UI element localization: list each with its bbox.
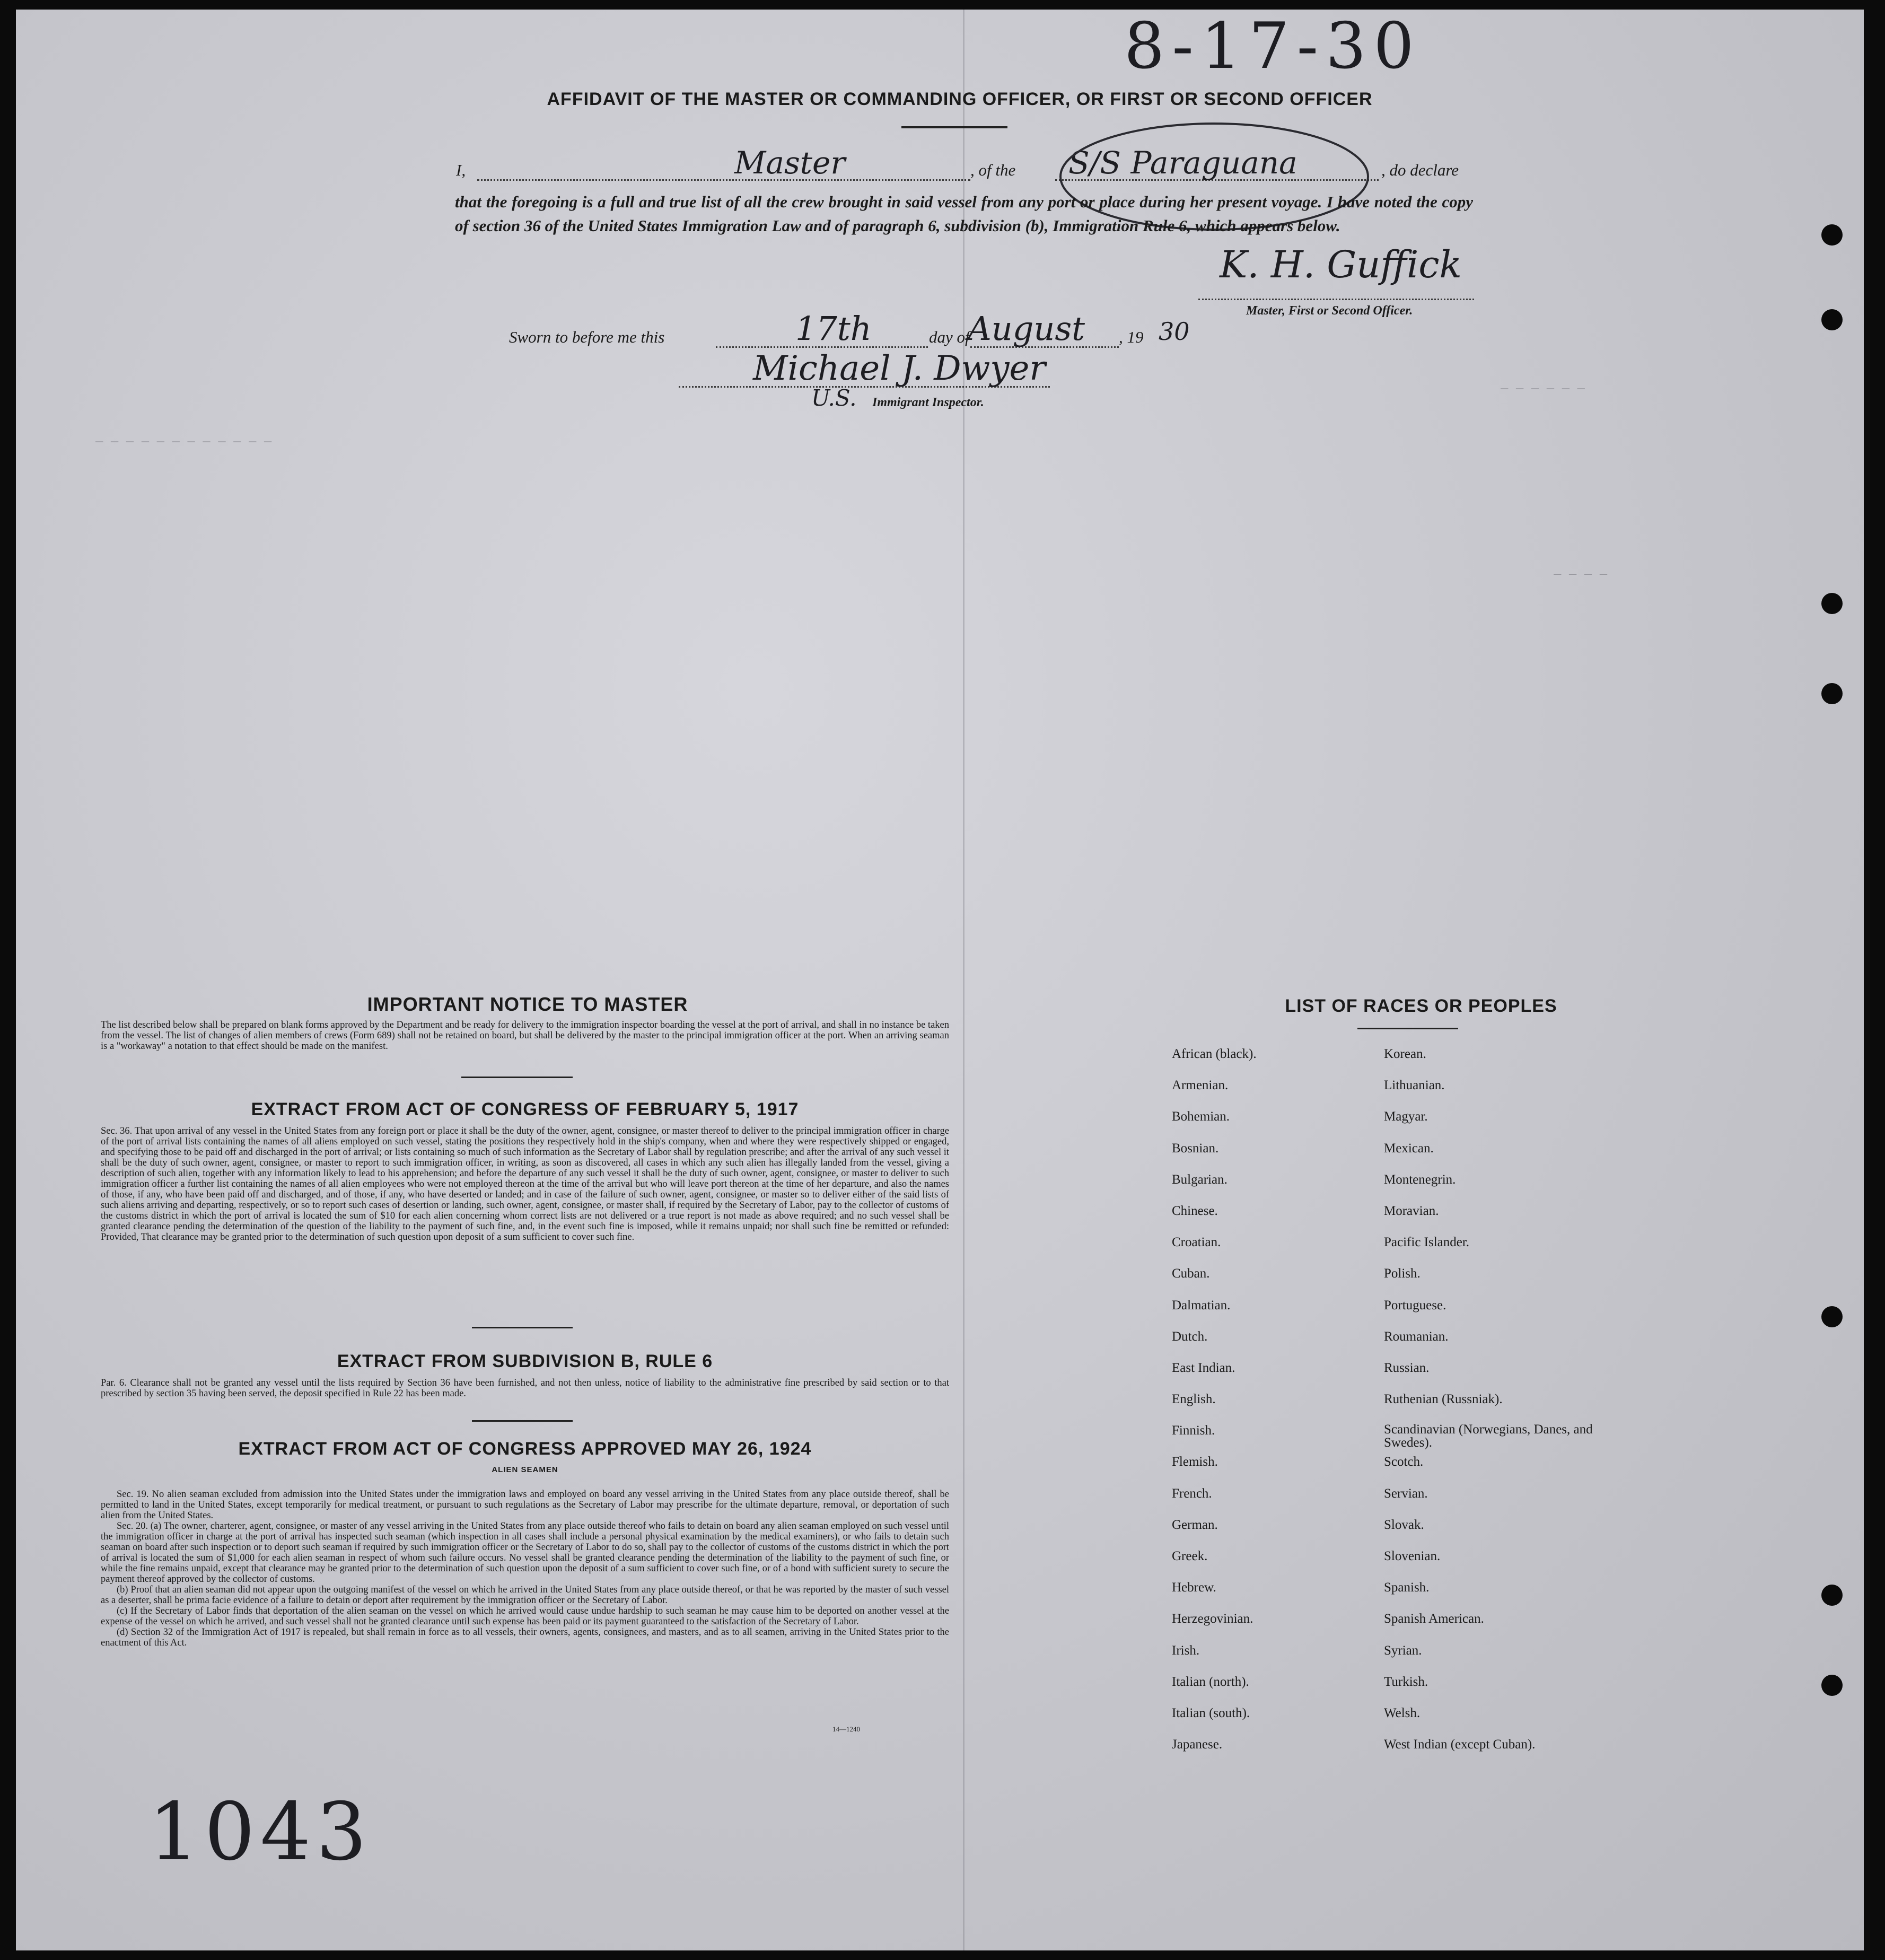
race-item: Chinese.	[1172, 1203, 1218, 1218]
sworn-day-of: day of	[929, 328, 970, 346]
declaration-mid: , of the	[970, 161, 1016, 179]
race-item: Portuguese.	[1384, 1298, 1446, 1312]
extract-1924-subtitle: ALIEN SEAMEN	[492, 1465, 558, 1474]
race-item: Scandinavian (Norwegians, Danes, and Swedes).	[1384, 1422, 1593, 1450]
race-item: West Indian (except Cuban).	[1384, 1737, 1536, 1752]
inspector-prefix: U.S.	[811, 385, 857, 411]
document-page	[16, 10, 1864, 1950]
extract-1924-body	[101, 1489, 949, 1648]
race-item: Armenian.	[1172, 1078, 1229, 1093]
race-item: Servian.	[1384, 1486, 1428, 1501]
date-annotation: 8-17-30	[1124, 10, 1422, 83]
bleed-through: — — — — — — — — — — — —	[95, 434, 272, 449]
punch-hole	[1821, 593, 1843, 614]
race-item: Russian.	[1384, 1360, 1430, 1375]
inspector-label: Immigrant Inspector.	[872, 396, 984, 409]
subdivision-title: EXTRACT FROM SUBDIVISION B, RULE 6	[337, 1351, 713, 1371]
punch-hole	[1821, 224, 1843, 246]
punch-hole	[1821, 1585, 1843, 1606]
title-rule	[901, 126, 1007, 128]
race-item: Ruthenian (Russniak).	[1384, 1392, 1503, 1407]
race-item: Montenegrin.	[1384, 1172, 1456, 1187]
sec-19-text: Sec. 19. No alien seaman excluded from admission into the United States under the immigration laws and employed on board any vessel arriving in the United States from any place outside thereof, shall be permitted to land in the United States, except temporarily for medical treatment, or pursuant to such regulations as the Secretary of Labor may prescribe for the ultimate departure, removal, or deportation of such alien from the United States.	[101, 1489, 949, 1521]
rank-field-line	[477, 179, 970, 181]
master-signature: K. H. Guffick	[1220, 243, 1462, 286]
rank-field: Master	[734, 145, 846, 181]
race-item: Cuban.	[1172, 1266, 1210, 1281]
punch-hole	[1821, 683, 1843, 704]
race-item: Turkish.	[1384, 1674, 1428, 1689]
race-item: Syrian.	[1384, 1643, 1422, 1658]
affidavit-title: AFFIDAVIT OF THE MASTER OR COMMANDING OFFICER, OR FIRST OR SECOND OFFICER	[547, 89, 1373, 109]
race-item: Slovak.	[1384, 1517, 1424, 1532]
subdivision-rule	[472, 1420, 573, 1422]
race-item: Korean.	[1384, 1047, 1426, 1061]
notice-title: IMPORTANT NOTICE TO MASTER	[367, 993, 688, 1015]
master-signature-line	[1198, 299, 1474, 300]
race-item: Moravian.	[1384, 1203, 1439, 1218]
race-item: Bulgarian.	[1172, 1172, 1228, 1187]
race-item: Lithuanian.	[1384, 1078, 1445, 1093]
sworn-month: August	[968, 309, 1085, 348]
extract-1924-title: EXTRACT FROM ACT OF CONGRESS APPROVED MAY 26, 1924	[238, 1439, 812, 1459]
punch-hole	[1821, 1306, 1843, 1327]
sworn-prefix: Sworn to before me this	[509, 328, 665, 346]
race-item: Roumanian.	[1384, 1329, 1449, 1344]
subdivision-text: Par. 6. Clearance shall not be granted any vessel until the lists required by Section 36 have been furnished, and not then unless, notice of liability to the administrative fine prescribed by said section or to that prescribed by section 35 having been served, the deposit specified in Rule 22 has been made.	[101, 1378, 949, 1399]
race-item: Herzegovinian.	[1172, 1612, 1253, 1626]
page-fold	[963, 10, 965, 1950]
sec-20d-text: (d) Section 32 of the Immigration Act of 1917 is repealed, but shall remain in force as to all vessels, their owners, agents, consignees, and masters, and as to all seamen, arriving in the United States prior to the enactment of this Act.	[101, 1627, 949, 1648]
punch-hole	[1821, 309, 1843, 330]
race-item: Croatian.	[1172, 1235, 1221, 1250]
race-item: Flemish.	[1172, 1455, 1218, 1469]
inspector-signature: Michael J. Dwyer	[753, 349, 1046, 388]
sworn-year-prefix: , 19	[1119, 328, 1144, 346]
extract-1917-title: EXTRACT FROM ACT OF CONGRESS OF FEBRUARY 5, 1917	[251, 1099, 799, 1119]
race-item: Greek.	[1172, 1549, 1208, 1563]
race-item: Italian (south).	[1172, 1705, 1250, 1720]
sworn-day: 17th	[795, 309, 872, 348]
race-item: Japanese.	[1172, 1737, 1223, 1752]
extract-1917-rule	[472, 1327, 573, 1328]
bleed-through: — — — — — —	[1501, 381, 1585, 396]
declaration-body: that the foregoing is a full and true list of all the crew brought in said vessel from any port or place during her present voyage. I have noted the copy of section 36 of the United States Immigration Law and of paragraph 6, subdivision (b), Immigration Rule 6, which appears below.	[455, 192, 1473, 235]
race-item: Magyar.	[1384, 1109, 1428, 1124]
race-item: Dalmatian.	[1172, 1298, 1231, 1312]
extract-1917-text: Sec. 36. That upon arrival of any vessel in the United States from any foreign port or place it shall be the duty of the owner, agent, consignee, or master thereof to deliver to the principal immigration officer in charge of the port of arrival lists containing the names of all aliens employed on such vessel, stating the positions they respectively hold in the ship's company, when and where they were respectively shipped or engaged, and specifying those to be paid off and discharged in the port of arrival; or lists containing so much of such information as the Secretary of Labor shall by regulation prescribe; and after the arrival of any such vessel it shall be the duty of such owner, agent, consignee, or master to report to such immigration officer, in writing, as soon as discovered, all cases in which any such alien has illegally landed from the vessel, giving a description of such alien, together with any information likely to lead to his apprehension; and before the departure of any such vessel it shall be the duty of such owner, agent, consignee, or master to deliver to such immigration officer a further list containing the names of all alien employees who were not employed thereon at the time of the arrival but who will leave port thereon at the time of her departure, and also the names of those, if any, who have been paid off and discharged, and of those, if any, who have deserted or landed; and in case of the failure of such owner, agent, consignee, or master so to deliver either of the said lists of such aliens arriving and departing, respectively, or so to report such cases of desertion or landing, such owner, agent, consignee, or master shall, if required by the Secretary of Labor, pay to the collector of customs of the customs district in which the port of arrival is located the sum of $10 for each alien concerning whom correct lists are not delivered or a true report is not made as above required; and no such vessel shall be granted clearance pending the determination of the question of the liability to the payment of such fine, and, in the event such fine is imposed, while it remains unpaid; nor shall such fine be remitted or refunded: Provided, That clearance may be granted prior to the determination of such question upon deposit of a sum sufficient to cover such fine.	[101, 1126, 949, 1242]
sec-20b-text: (b) Proof that an alien seaman did not appear upon the outgoing manifest of the vessel on which he arrived in the United States from any place outside thereof, or that he was reported by the master of such vessel as a deserter, shall be prima facie evidence of a failure to detain or deport after requirement by the immigration officer or the Secretary of Labor.	[101, 1585, 949, 1606]
declaration-prefix: I,	[456, 161, 466, 179]
page-number-annotation: 1043	[148, 1786, 372, 1878]
race-item: Italian (north).	[1172, 1674, 1249, 1689]
race-item: Spanish American.	[1384, 1612, 1484, 1626]
race-item: Bosnian.	[1172, 1141, 1219, 1156]
punch-hole	[1821, 1675, 1843, 1696]
race-item: Irish.	[1172, 1643, 1200, 1658]
master-label: Master, First or Second Officer.	[1246, 304, 1413, 318]
race-item: Spanish.	[1384, 1580, 1430, 1595]
race-item: German.	[1172, 1517, 1218, 1532]
sec-20a-text: Sec. 20. (a) The owner, charterer, agent, consignee, or master of any vessel arriving in the United States from any place outside thereof who fails to detain on board any alien seaman employed on such vessel until the immigration officer in charge at the port of arrival has inspected such seaman (which inspection in all cases shall include a personal physical examination by the medical examiners), or who fails to detain such seaman on board after such inspection or to deport such seaman if required by such immigration officer or the Secretary of Labor to do so, shall pay to the collector of customs of the customs district in which the port of arrival is located the sum of $1,000 for each alien seaman in respect of whom such failure occurs. No vessel shall be granted clearance pending the determination of the liability to the payment of such fine, or while the fine remains unpaid, except that clearance may be granted prior to the determination of such question upon the deposit of a sum sufficient to cover such fine, or of a bond with sufficient surety to secure the payment thereof approved by the collector of customs.	[101, 1521, 949, 1585]
race-item: East Indian.	[1172, 1360, 1235, 1375]
race-item: English.	[1172, 1392, 1216, 1407]
notice-rule	[461, 1077, 573, 1078]
race-item: Scotch.	[1384, 1455, 1424, 1469]
race-item: Hebrew.	[1172, 1580, 1216, 1595]
race-item: Pacific Islander.	[1384, 1235, 1470, 1250]
sec-20c-text: (c) If the Secretary of Labor finds that deportation of the alien seaman on the vessel on which he arrived would cause undue hardship to such seaman he may cause him to be deported on another vessel at the expense of the vessel on which he arrived, and such vessel shall not be granted clearance until such expense has been paid or its payment guaranteed to the satisfaction of the Secretary of Labor.	[101, 1606, 949, 1627]
race-item: Dutch.	[1172, 1329, 1208, 1344]
races-column-2	[1384, 1046, 1623, 1768]
vessel-field: S/S Paraguana	[1068, 145, 1297, 181]
race-item: Bohemian.	[1172, 1109, 1230, 1124]
races-column-1	[1172, 1046, 1395, 1768]
races-title: LIST OF RACES OR PEOPLES	[1285, 996, 1557, 1016]
race-item: Finnish.	[1172, 1423, 1215, 1438]
race-item: Polish.	[1384, 1266, 1421, 1281]
race-item: Slovenian.	[1384, 1549, 1441, 1563]
races-rule	[1357, 1028, 1458, 1029]
notice-text: The list described below shall be prepared on blank forms approved by the Department and be ready for delivery to the immigration inspector boarding the vessel at the port of arrival, and shall in no instance be taken from the vessel. The list of changes of alien members of crews (Form 689) shall not be retained on board, but shall be delivered by the master to the principal immigration officer at the port. When an arriving seaman is a "workaway" a notation to that effect should be made on the manifest.	[101, 1020, 949, 1052]
bleed-through: — — — —	[1554, 566, 1608, 581]
sworn-year: 30	[1159, 317, 1190, 346]
race-item: African (black).	[1172, 1047, 1257, 1061]
race-item: Mexican.	[1384, 1141, 1434, 1156]
declaration-suffix: , do declare	[1381, 161, 1459, 179]
race-item: Welsh.	[1384, 1705, 1421, 1720]
form-number: 14—1240	[832, 1725, 860, 1733]
race-item: French.	[1172, 1486, 1212, 1501]
